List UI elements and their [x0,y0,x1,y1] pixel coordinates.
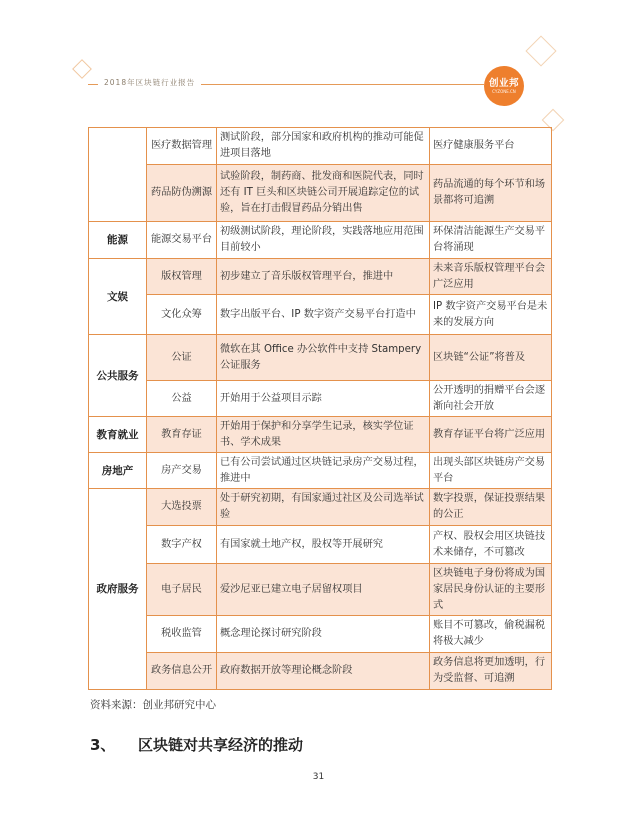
outlook-cell: 药品流通的每个环节和场景都将可追溯 [430,165,552,222]
outlook-cell: 教育存证平台将广泛应用 [430,417,552,453]
category-cell: 房地产 [89,453,147,489]
source-note: 资料来源：创业邦研究中心 [90,699,216,711]
subcategory-cell: 能源交易平台 [147,222,217,259]
subcategory-cell: 房产交易 [147,453,217,489]
table-row [89,222,552,259]
subcategory-cell: 政务信息公开 [147,653,217,690]
status-cell: 初级测试阶段，理论阶段，实践落地应用范围目前较小 [217,222,430,259]
table-row [89,128,552,165]
status-cell: 已有公司尝试通过区块链记录房产交易过程，推进中 [217,453,430,489]
status-cell: 处于研究初期，有国家通过社区及公司选举试验 [217,489,430,526]
status-cell: 概念理论探讨研究阶段 [217,616,430,653]
report-title: 2018年区块链行业报告 [98,77,201,88]
category-cell [89,128,147,222]
status-cell: 数字出版平台、IP 数字资产交易平台打造中 [217,295,430,335]
subcategory-cell: 数字产权 [147,526,217,564]
subcategory-cell: 教育存证 [147,417,217,453]
outlook-cell: 账目不可篡改，偷税漏税将极大减少 [430,616,552,653]
status-cell: 有国家就土地产权，股权等开展研究 [217,526,430,564]
outlook-cell: 产权、股权会用区块链技术来储存，不可篡改 [430,526,552,564]
outlook-cell: 政务信息将更加透明，行为受监督、可追溯 [430,653,552,690]
status-cell: 政府数据开放等理论概念阶段 [217,653,430,690]
subcategory-cell: 版权管理 [147,259,217,295]
table-row [89,335,552,381]
status-cell: 开始用于公益项目示踪 [217,381,430,417]
outlook-cell: 区块链“公证”将普及 [430,335,552,381]
brand-logo [484,66,524,106]
blockchain-applications-table [88,127,552,690]
category-cell: 政府服务 [89,489,147,690]
section-heading [90,734,303,755]
subcategory-cell: 电子居民 [147,564,217,616]
subcategory-cell: 税收监管 [147,616,217,653]
category-cell: 能源 [89,222,147,259]
section-number: 3、 [90,736,116,754]
subcategory-cell: 公益 [147,381,217,417]
logo-text: 创业邦 [488,78,519,89]
subcategory-cell: 公证 [147,335,217,381]
outlook-cell: 出现头部区块链房产交易平台 [430,453,552,489]
status-cell: 爱沙尼亚已建立电子居留权项目 [217,564,430,616]
table-row [89,653,552,690]
category-cell: 公共服务 [89,335,147,417]
status-cell: 测试阶段，部分国家和政府机构的推动可能促进项目落地 [217,128,430,165]
section-title: 区块链对共享经济的推动 [138,736,304,754]
outlook-cell: 公开透明的捐赠平台会逐渐向社会开放 [430,381,552,417]
status-cell: 试验阶段，制药商、批发商和医院代表，同时还有 IT 巨头和区块链公司开展追踪定位的试验，旨在打击假冒药品分销出售 [217,165,430,222]
outlook-cell: 未来音乐版权管理平台会广泛应用 [430,259,552,295]
header-decoration [525,35,556,66]
status-cell: 开始用于保护和分享学生记录，核实学位证书、学术成果 [217,417,430,453]
table-row [89,165,552,222]
status-cell: 微软在其 Office 办公软件中支持 Stampery 公证服务 [217,335,430,381]
table-row [89,453,552,489]
table-row [89,616,552,653]
category-cell: 教育就业 [89,417,147,453]
subcategory-cell: 文化众筹 [147,295,217,335]
table-row [89,295,552,335]
logo-subtext: CYZONE.CN [492,89,516,94]
page-number: 31 [312,772,325,782]
outlook-cell: 医疗健康服务平台 [430,128,552,165]
table-row [89,381,552,417]
table-row [89,489,552,526]
table-row [89,564,552,616]
table-row [89,526,552,564]
outlook-cell: IP 数字资产交易平台是未来的发展方向 [430,295,552,335]
outlook-cell: 数字投票，保证投票结果的公正 [430,489,552,526]
table-row [89,259,552,295]
table-row [89,417,552,453]
subcategory-cell: 药品防伪溯源 [147,165,217,222]
category-cell: 文娱 [89,259,147,335]
outlook-cell: 区块链电子身份将成为国家居民身份认证的主要形式 [430,564,552,616]
subcategory-cell: 医疗数据管理 [147,128,217,165]
header-decoration [72,59,92,79]
status-cell: 初步建立了音乐版权管理平台，推进中 [217,259,430,295]
outlook-cell: 环保清洁能源生产交易平台将涌现 [430,222,552,259]
subcategory-cell: 大选投票 [147,489,217,526]
